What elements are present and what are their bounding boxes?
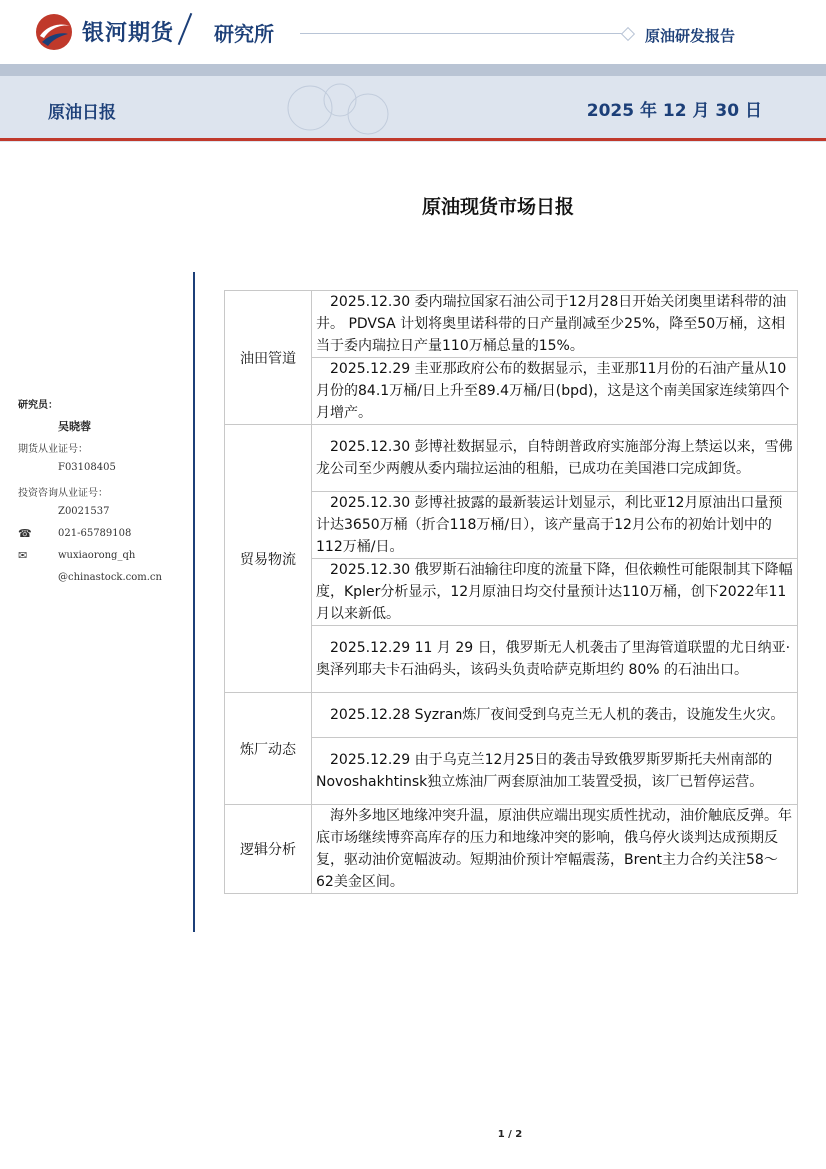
page-title: 原油现货市场日报: [421, 196, 574, 218]
category-cell: 逻辑分析: [225, 805, 312, 894]
table-row: [225, 805, 798, 894]
report-type: 原油研发报告: [645, 27, 736, 45]
futures-license-label: 期货从业证号：: [18, 444, 88, 455]
category-cell: 炼厂动态: [225, 693, 312, 805]
researcher-label: 研究员：: [18, 400, 58, 411]
page-header: [0, 0, 826, 64]
futures-license: F03108405: [58, 462, 116, 473]
logo-text: 银河期货: [82, 21, 175, 46]
email-icon: ✉: [18, 549, 28, 562]
advisory-license-label: 投资咨询从业证号：: [18, 488, 108, 499]
news-item: 2025.12.28 Syzran炼厂夜间受到乌克兰无人机的袭击，设施发生火灾。: [312, 693, 798, 738]
table-row: [225, 425, 798, 492]
news-item: 2025.12.29 由于乌克兰12月25日的袭击导致俄罗斯罗斯托夫州南部的Novoshakhtinsk独立炼油厂两套原油加工装置受损，该厂已暂停运营。: [312, 738, 798, 805]
researcher-name: 吴晓蓉: [58, 420, 91, 433]
news-item: 2025.12.30 彭博社披露的最新装运计划显示，利比亚12月原油出口量预计达3650万桶（折合118万桶/日），该产量高于12月公布的初始计划中的112万桶/日。: [312, 492, 798, 559]
news-item: 2025.12.29 圭亚那政府公布的数据显示，圭亚那11月份的石油产量从10月份的84.1万桶/日上升至89.4万桶/日(bpd)，这是这个南美国家连续第四个月增产。: [312, 358, 798, 425]
email-line-1: wuxiaorong_qh: [58, 550, 136, 561]
logo-divider: [178, 13, 193, 45]
phone-number: 021-65789108: [58, 528, 132, 539]
report-band: [0, 64, 826, 142]
table-row: [225, 291, 798, 358]
email-line-2: @chinastock.com.cn: [58, 572, 162, 583]
category-cell: 油田管道: [225, 291, 312, 425]
page-number: 1 / 2: [497, 1129, 523, 1140]
news-item: 2025.12.30 委内瑞拉国家石油公司于12月28日开始关闭奥里诺科带的油井。 PDVSA 计划将奥里诺科带的日产量削减至少25%，降至50万桶，这相当于委内瑞拉日产量110万桶总量的15%。: [312, 291, 798, 358]
news-item: 2025.12.30 俄罗斯石油输往印度的流量下降，但依赖性可能限制其下降幅度，Kpler分析显示，12月原油日均交付量预计达110万桶，创下2022年11月以来新低。: [312, 559, 798, 626]
news-item: 海外多地区地缘冲突升温，原油供应端出现实质性扰动，油价触底反弹。年底市场继续博弈高库存的压力和地缘冲突的影响，俄乌停火谈判达成预期反复，驱动油价宽幅波动。短期油价预计窄幅震荡，Brent主力合约关注58～62美金区间。: [312, 805, 798, 894]
band-pattern-icon: [280, 78, 400, 138]
logo-subtitle: 研究所: [214, 22, 274, 46]
market-news-table: [224, 290, 798, 894]
band-accent-line: [0, 138, 826, 141]
phone-icon: ☎: [18, 527, 32, 540]
news-item: 2025.12.29 11 月 29 日，俄罗斯无人机袭击了里海管道联盟的尤日纳亚·奥泽列耶夫卡石油码头，该码头负责哈萨克斯坦约 80% 的石油出口。: [312, 626, 798, 693]
sidebar-divider: [193, 272, 195, 932]
category-cell: 贸易物流: [225, 425, 312, 693]
advisory-license: Z0021537: [58, 506, 110, 517]
report-name: 原油日报: [48, 103, 116, 123]
diamond-icon: [621, 27, 635, 41]
news-item: 2025.12.30 彭博社数据显示，自特朗普政府实施部分海上禁运以来，雪佛龙公司至少两艘从委内瑞拉运油的租船，已成功在美国港口完成卸货。: [312, 425, 798, 492]
band-stripe: [0, 64, 826, 76]
table-row: [225, 693, 798, 738]
galaxy-logo-icon: [34, 12, 74, 52]
header-rule: [300, 33, 622, 34]
report-date: 2025 年 12 月 30 日: [586, 101, 762, 121]
